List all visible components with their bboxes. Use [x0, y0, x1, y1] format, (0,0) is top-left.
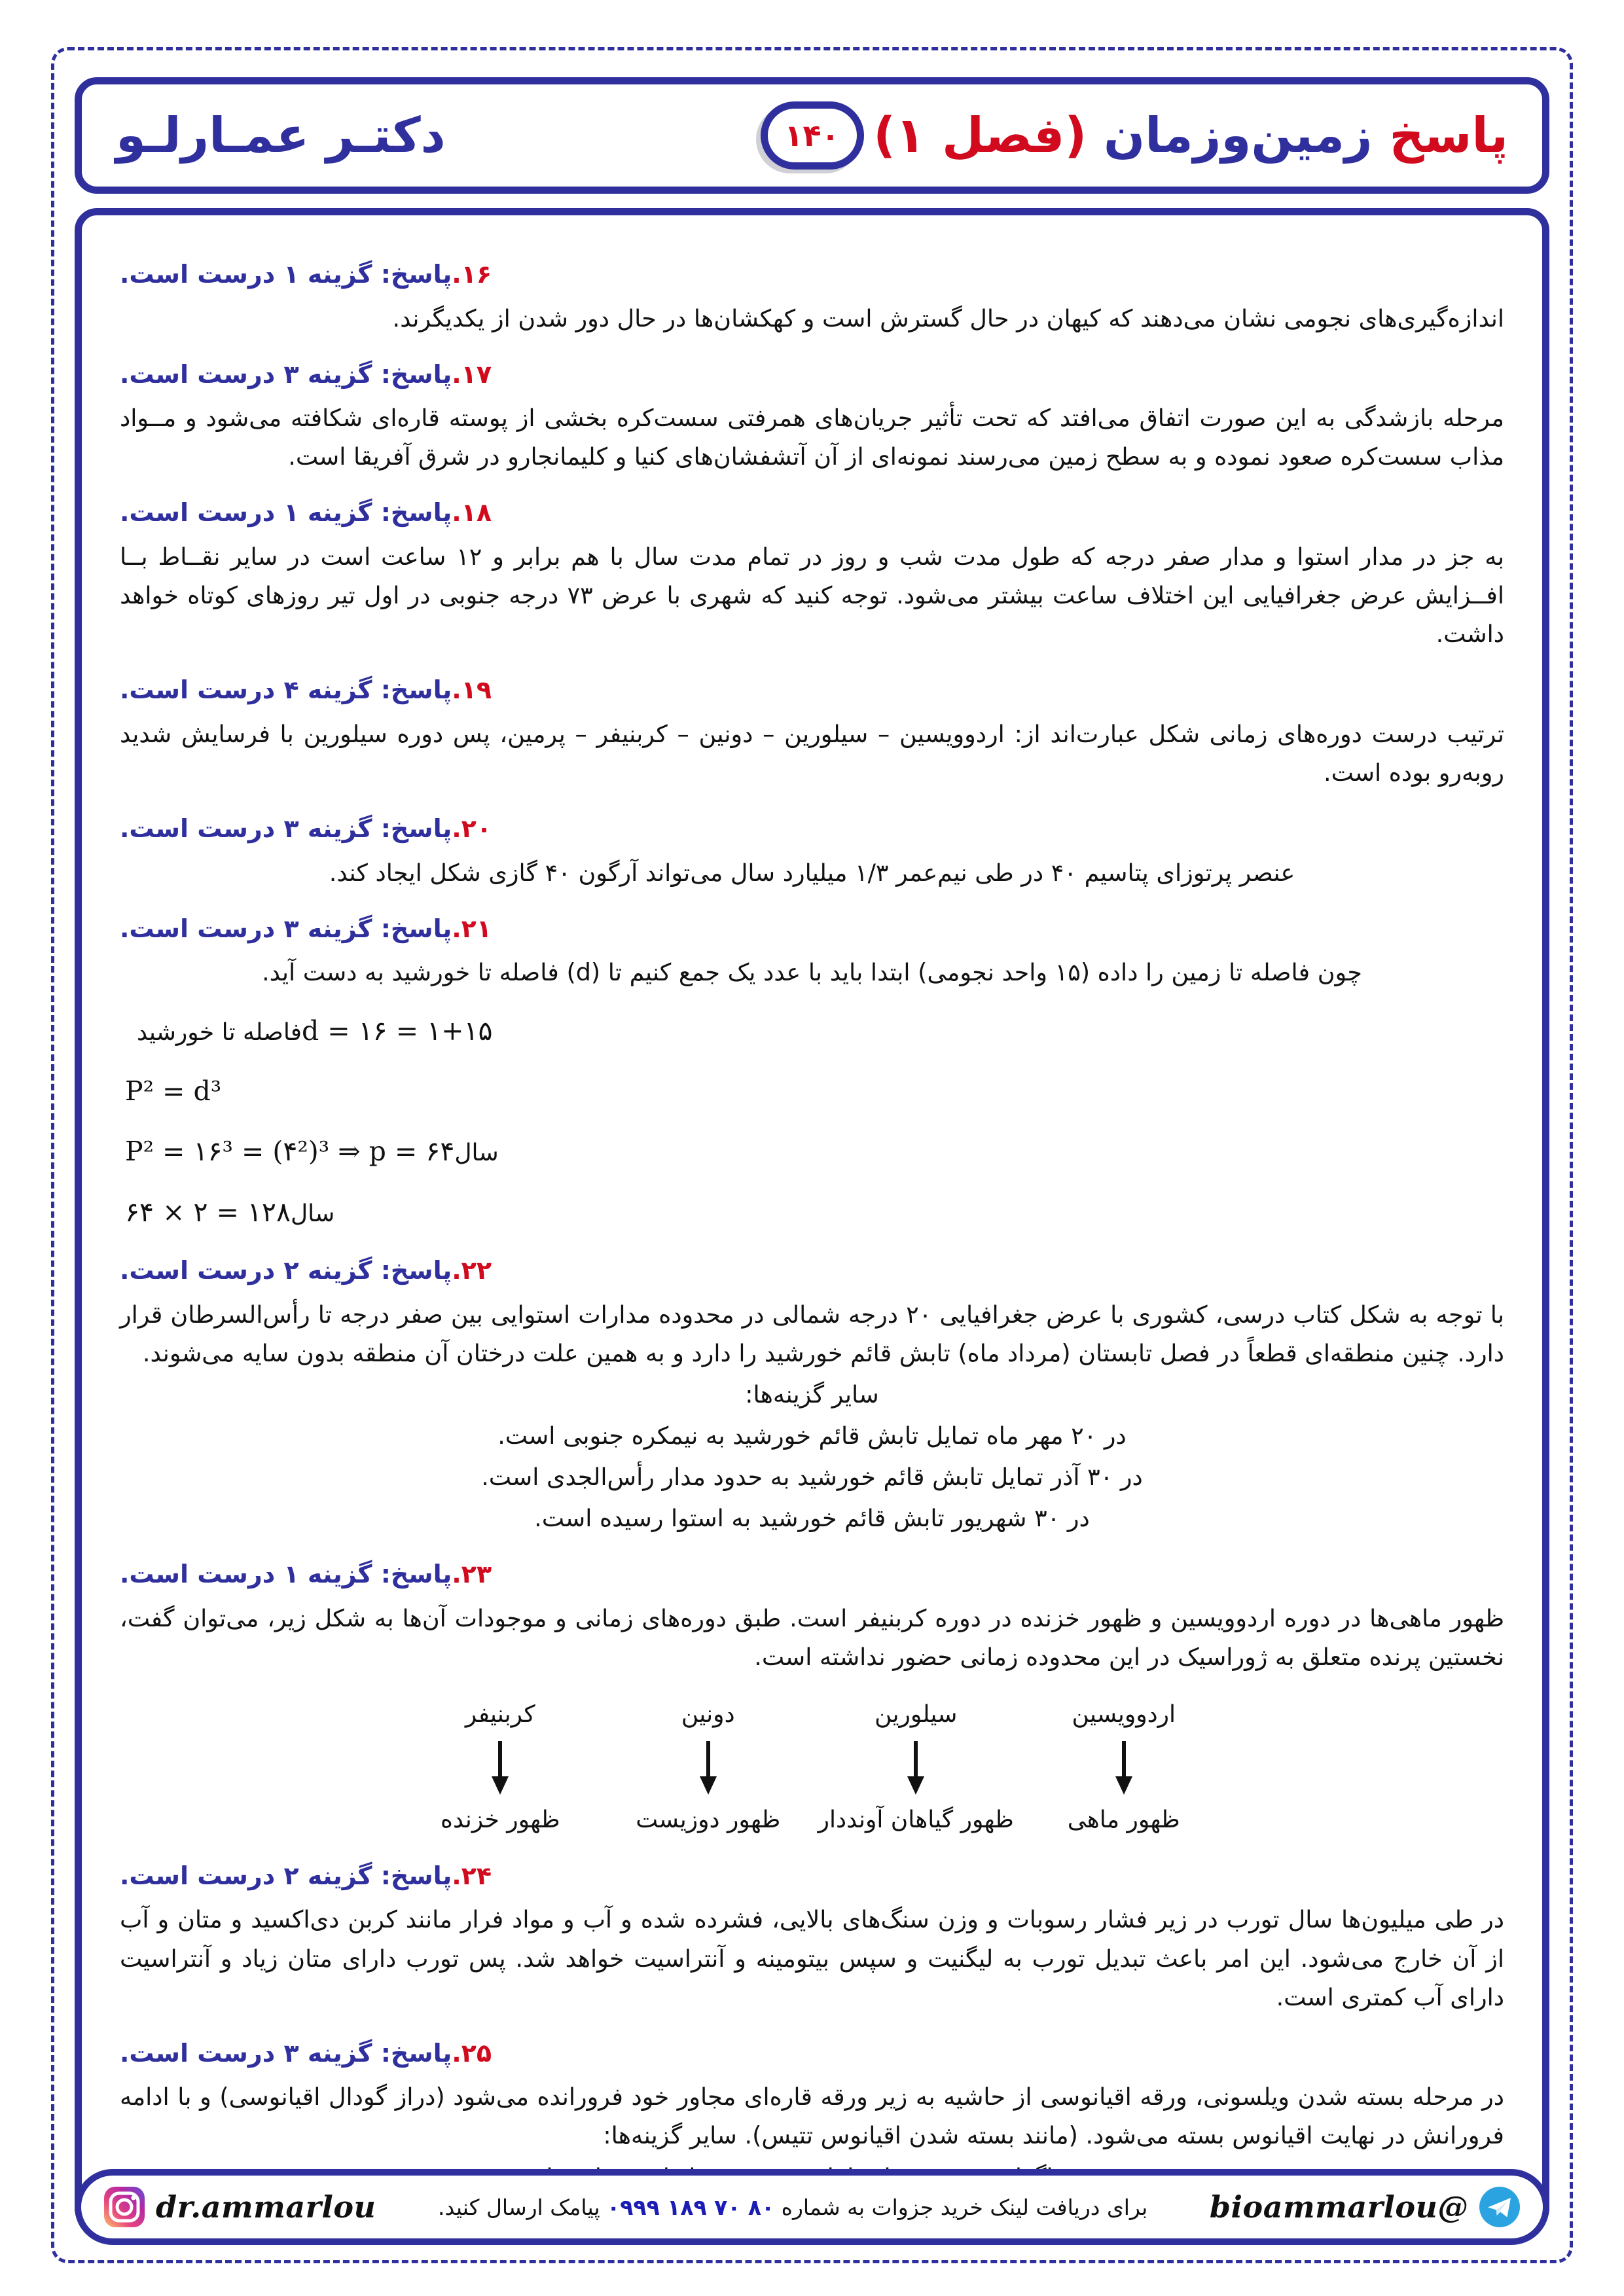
answer-label-23: پاسخ: گزینه ۱ درست است.: [120, 1560, 452, 1589]
down-arrow-icon-2: [812, 1738, 1020, 1799]
answer-body-20-p1: عنصر پرتوزای پتاسیم ۴۰ در طی نیم‌عمر ۱/۳ میلیارد سال می‌تواند آرگون ۴۰ گازی شکل ایجاد کند.: [329, 858, 1295, 887]
title-part-subject: زمین‌وزمان: [1087, 107, 1390, 164]
answer-heading-20: [120, 809, 1504, 850]
page-number-badge: [761, 101, 864, 170]
geologic-period-diagram: [397, 1696, 1228, 1839]
answer-label-20: پاسخ: گزینه ۳ درست است.: [120, 814, 452, 844]
answer-heading-22: [120, 1251, 1504, 1291]
footer-note-after: پیامک ارسال کنید.: [438, 2194, 600, 2220]
answer-body-23-p1: ظهور ماهی‌ها در دوره اردوویسین و ظهور خزنده در دوره کربنیفر است. طبق دوره‌های زمانی و موجودات آن‌ها به شکل زیر، می‌توان گفت، نخستین پرنده متعلق به ژوراسیک در این محدوده زمانی حضور نداشته است.: [120, 1604, 1504, 1672]
page-footer: [75, 2169, 1549, 2245]
math-line-3-label: سال: [454, 1139, 499, 1167]
answer-body-22-p2: سایر گزینه‌ها:: [745, 1380, 879, 1408]
answers-content: [120, 255, 1504, 2197]
answer-body-21-p1: چون فاصله تا زمین را داده (۱۵ واحد نجومی) ابتدا باید با عدد یک جمع کنیم تا (d) فاصله تا خورشید به دست آید.: [262, 958, 1362, 987]
author-name: دکتـر عمـارلـو: [116, 107, 446, 164]
answer-body-22-p5: در ۳۰ شهریور تابش قائم خورشید به استوا رسیده است.: [534, 1504, 1090, 1533]
answer-body-18-p1: به جز در مدار استوا و مدار صفر درجه که طول مدت شب و روز در تمام مدت سال با هم برابر و ۱۲ ساعت است در سایر نقــاط بــا افــزایش عرض جغرافیایی این اختلاف ساعت بیشتر می‌شود. توجه کنید که شهری با عرض ۷۳ درجه جنوبی در اول تیر روزهای کوتاه خواهد داشت.: [120, 543, 1504, 649]
answer-label-24: پاسخ: گزینه ۲ درست است.: [120, 1861, 452, 1890]
math-line-1-expr: d = ۱۶ = ۱+۱۵: [302, 1014, 493, 1047]
event-label-1: ظهور ماهی: [1067, 1806, 1180, 1833]
math-line-3-expr: P² = ۱۶³ = (۴²)³ ⇒ p = ۶۴: [125, 1136, 455, 1168]
math-line-4: [125, 1191, 1504, 1234]
answer-heading-19: [120, 670, 1504, 711]
down-arrow-icon-1: [1020, 1738, 1228, 1799]
math-line-4-expr: ۶۴ × ۲ = ۱۲۸: [125, 1196, 291, 1228]
answer-number-19: ۱۹.: [452, 675, 492, 705]
math-line-1-label: فاصله تا خورشید: [137, 1018, 302, 1046]
answer-number-25: ۲۵.: [452, 2038, 492, 2068]
telegram-contact[interactable]: [1210, 2186, 1521, 2228]
math-line-1: [125, 1009, 1504, 1052]
answer-heading-25: [120, 2034, 1504, 2074]
answer-heading-24: [120, 1856, 1504, 1897]
math-line-2-expr: P² = d³: [125, 1075, 222, 1107]
page-title: [873, 107, 1508, 164]
instagram-icon: [103, 2186, 145, 2228]
footer-note-before: برای دریافت لینک خرید جزوات به شماره: [781, 2194, 1148, 2220]
title-part-chapter: (فصل ۱): [873, 107, 1087, 164]
answer-label-16: پاسخ: گزینه ۱ درست است.: [120, 260, 452, 289]
period-label-1: اردوویسین: [1072, 1701, 1176, 1729]
answers-card: [75, 208, 1549, 2231]
answer-body-16-p1: اندازه‌گیری‌های نجومی نشان می‌دهند که کیهان در حال گسترش است و کهکشان‌ها در حال دور شدن از یکدیگرند.: [392, 304, 1504, 332]
answer-heading-23: [120, 1554, 1504, 1595]
answer-number-16: ۱۶.: [452, 260, 492, 289]
answer-number-17: ۱۷.: [452, 359, 492, 389]
answer-number-23: ۲۳.: [452, 1560, 492, 1589]
answer-heading-21: [120, 909, 1504, 950]
event-label-3: ظهور دوزیست: [636, 1806, 781, 1833]
answer-body-22-p4: در ۳۰ آذر تمایل تابش قائم خورشید به حدود مدار رأس‌الجدی است.: [481, 1463, 1143, 1492]
answer-label-17: پاسخ: گزینه ۳ درست است.: [120, 359, 452, 389]
answer-number-22: ۲۲.: [452, 1256, 492, 1285]
answer-label-19: پاسخ: گزینه ۴ درست است.: [120, 675, 452, 705]
answer-label-18: پاسخ: گزینه ۱ درست است.: [120, 498, 452, 528]
event-label-4: ظهور خزنده: [440, 1806, 560, 1833]
instagram-contact[interactable]: [103, 2186, 376, 2228]
answer-number-21: ۲۱.: [452, 914, 492, 943]
telegram-icon: [1479, 2186, 1521, 2228]
answer-label-21: پاسخ: گزینه ۳ درست است.: [120, 914, 452, 943]
answer-body-17-p1: مرحله بازشدگی به این صورت اتفاق می‌افتد که تحت تأثیر جریان‌های همرفتی سست‌کره بخشی از پوسته قاره‌ای شکافته می‌شود و مــواد مذاب سست‌کره صعود نموده و به سطح زمین می‌رسند نمونه‌ای از آن آتشفشان‌های کنیا و کلیمانجارو در شرق آفریقا است.: [120, 404, 1504, 471]
answer-number-18: ۱۸.: [452, 498, 492, 528]
answer-body-24-p1: در طی میلیون‌ها سال تورب در زیر فشار رسوبات و وزن سنگ‌های بالایی، فشرده شده و آب و مواد فرار مانند کربن دی‌اکسید و متان و آب از آن خارج می‌شود. این امر باعث تبدیل تورب به لیگنیت و سپس بیتومینه و آنتراسیت خواهد شد. پس تورب دارای متان زیاد و آنتراسیت دارای آب کمتری است.: [120, 1905, 1504, 2011]
answer-heading-18: [120, 493, 1504, 533]
answer-number-20: ۲۰.: [452, 814, 492, 844]
page-number-value: ۱۴۰: [784, 118, 840, 153]
answer-body-22-p3: در ۲۰ مهر ماه تمایل تابش قائم خورشید به نیمکره جنوبی است.: [497, 1422, 1127, 1450]
math-line-4-label: سال: [290, 1200, 335, 1227]
math-line-3: [125, 1130, 1504, 1173]
page-header: [75, 77, 1549, 194]
instagram-handle: dr.ammarlou: [156, 2189, 376, 2225]
answer-label-25: پاسخ: گزینه ۳ درست است.: [120, 2038, 452, 2068]
event-label-2: ظهور گیاهان آونددار: [818, 1806, 1014, 1833]
period-label-2: سیلورین: [875, 1701, 958, 1729]
math-line-2: [125, 1069, 1504, 1113]
answer-heading-17: [120, 355, 1504, 395]
answer-label-22: پاسخ: گزینه ۲ درست است.: [120, 1256, 452, 1285]
period-label-3: دونین: [681, 1701, 735, 1729]
footer-phone-number: ۰۹۹۹ ۱۸۹ ۷۰ ۸۰: [607, 2194, 775, 2220]
answer-body-19-p1: ترتیب درست دوره‌های زمانی شکل عبارت‌اند از: اردوویسین – سیلورین – دونین – کربنیفر – پرمین، پس دوره سیلورین با فرسایش شدید روبه‌رو بوده است.: [120, 719, 1504, 787]
answer-body-22-p1: با توجه به شکل کتاب درسی، کشوری با عرض جغرافیایی ۲۰ درجه شمالی در محدوده مدارات استوایی بین صفر درجه تا رأس‌السرطان قرار دارد. چنین منطقه‌ای قطعاً در فصل تابستان (مرداد ماه) تابش قائم خورشید را دارد و به همین علت درختان آن منطقه بدون سایه می‌شوند.: [120, 1300, 1505, 1367]
math-derivation: [125, 1009, 1504, 1234]
answer-heading-16: [120, 255, 1504, 295]
telegram-handle: @bioammarlou: [1209, 2189, 1468, 2225]
answer-body-25-p1: در مرحله بسته شدن ویلسونی، ورقه اقیانوسی از حاشیه به زیر ورقه قاره‌ای مجاور خود فرورانده می‌شود (دراز گودال اقیانوسی) و با ادامه فرورانش در نهایت اقیانوس بسته می‌شود. (مانند بسته شدن اقیانوس تتیس). سایر گزینه‌ها:: [120, 2083, 1504, 2150]
down-arrow-icon-4: [397, 1738, 605, 1799]
period-label-4: کربنیفر: [465, 1701, 535, 1729]
down-arrow-icon-3: [604, 1738, 812, 1799]
answer-number-24: ۲۴.: [452, 1861, 492, 1890]
title-part-answer: پاسخ: [1389, 107, 1508, 164]
footer-sms-note: [438, 2195, 1147, 2220]
